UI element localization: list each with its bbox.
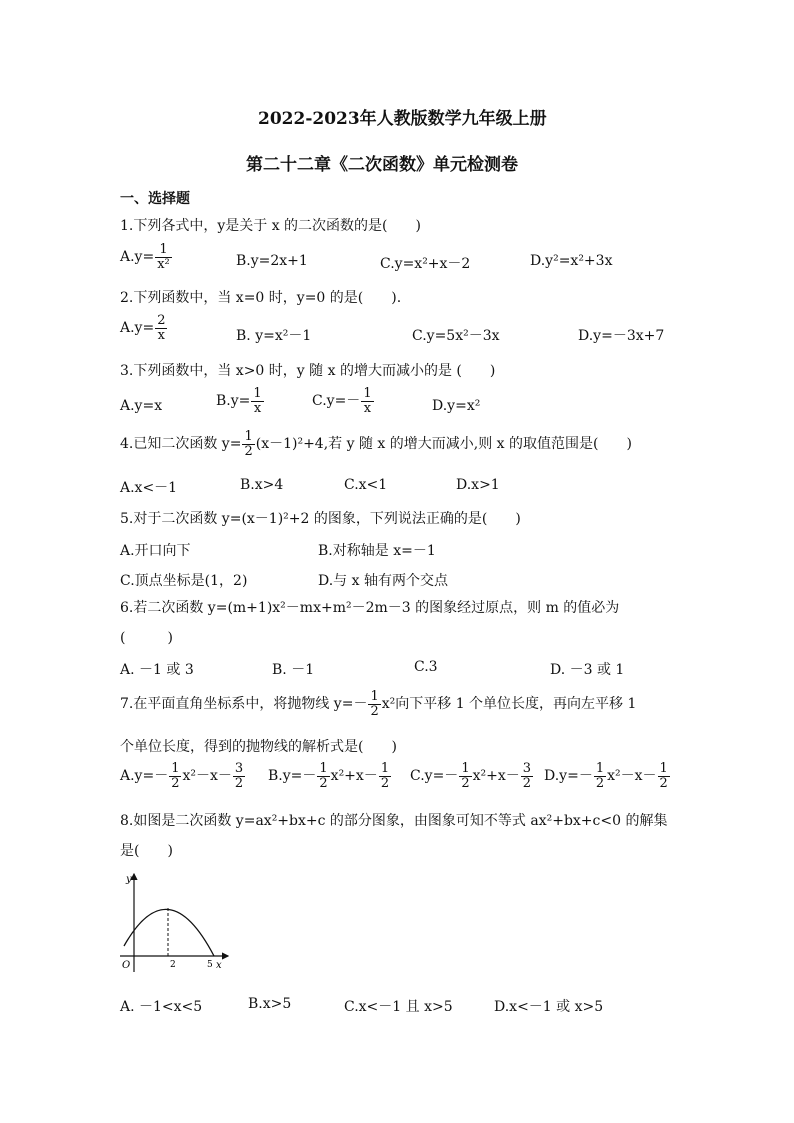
q7-c-const-numerator: 3 <box>522 761 532 776</box>
q7-option-c <box>410 762 534 790</box>
q7-stem <box>120 690 636 718</box>
q6-option-c: C.3 <box>414 659 438 675</box>
q2-option-d: D.y=－3x+7 <box>578 328 665 344</box>
q2-a-numerator: 2 <box>157 313 166 328</box>
q2-option-a <box>120 314 168 342</box>
q8-stem-cont: 是( ) <box>120 843 173 859</box>
q8-x-label: x <box>216 960 222 971</box>
q7-b-prefix: B.y=－ <box>268 768 317 785</box>
q2-a-denominator: x <box>157 327 166 343</box>
q7-stem-numerator: 1 <box>370 689 379 704</box>
q3-option-b <box>216 387 265 415</box>
q7-a-const-numerator: 3 <box>234 761 244 776</box>
q7-c-numerator: 1 <box>461 761 470 776</box>
q7-b-middle: x²+x－ <box>330 768 378 785</box>
q1-option-c: C.y=x²+x－2 <box>380 256 471 272</box>
q7-a-numerator: 1 <box>171 761 180 776</box>
q4-stem <box>120 430 632 458</box>
q7-option-b <box>268 762 392 790</box>
q3-b-denominator: x <box>253 400 262 416</box>
q3-option-a: A.y=x <box>120 398 163 414</box>
q1-a-denominator: x² <box>157 256 170 272</box>
q3-c-numerator: 1 <box>363 386 372 401</box>
q5-option-a: A.开口向下 <box>120 543 191 559</box>
q4-option-a: A.x<－1 <box>120 480 178 496</box>
q7-d-numerator: 1 <box>595 761 605 776</box>
q3-b-numerator: 1 <box>253 386 262 401</box>
q4-stem-denominator: 2 <box>244 443 253 459</box>
q7-b-const-denominator: 2 <box>380 775 390 791</box>
q8-tick-2: 2 <box>170 960 176 970</box>
q8-tick-5: 5 <box>207 960 213 970</box>
q8-parabola-graph <box>112 868 242 978</box>
q8-option-b: B.x>5 <box>248 996 292 1012</box>
q6-stem: 6.若二次函数 y=(m+1)x²－mx+m²－2m－3 的图象经过原点，则 m 的值必为 <box>120 600 620 616</box>
q4-stem-numerator: 1 <box>244 429 253 444</box>
q1-a-prefix: A.y= <box>120 249 155 266</box>
q7-stem-denominator: 2 <box>370 703 379 719</box>
q1-stem: 1.下列各式中，y是关于 x 的二次函数的是( ) <box>120 218 421 234</box>
q7-d-middle: x²－x－ <box>607 768 657 785</box>
q7-stem-suffix: x²向下平移 1 个单位长度，再向左平移 1 <box>381 696 637 713</box>
chapter-title: 第二十二章《二次函数》单元检测卷 <box>246 155 518 175</box>
q8-option-d: D.x<－1 或 x>5 <box>494 999 604 1015</box>
q7-a-const-denominator: 2 <box>234 775 244 791</box>
q8-y-label: y <box>126 874 132 885</box>
q2-option-b: B. y=x²－1 <box>236 328 312 344</box>
q7-a-prefix: A.y=－ <box>120 768 169 785</box>
section-heading: 一、选择题 <box>120 191 190 207</box>
q7-b-numerator: 1 <box>319 761 328 776</box>
q5-stem: 5.对于二次函数 y=(x－1)²+2 的图象，下列说法正确的是( ) <box>120 511 521 527</box>
q7-b-const-numerator: 1 <box>380 761 390 776</box>
q7-stem-cont: 个单位长度，得到的抛物线的解析式是( ) <box>120 739 397 755</box>
q8-origin-label: O <box>122 960 131 971</box>
q3-b-prefix: B.y= <box>216 393 251 410</box>
q4-option-c: C.x<1 <box>344 477 388 493</box>
q7-b-denominator: 2 <box>319 775 328 791</box>
q1-option-d: D.y²=x²+3x <box>530 253 613 269</box>
q7-option-a <box>120 762 246 790</box>
q3-option-c <box>312 387 375 415</box>
q3-c-denominator: x <box>363 400 372 416</box>
q7-c-denominator: 2 <box>461 775 470 791</box>
q1-a-numerator: 1 <box>155 243 172 258</box>
q6-option-b: B. －1 <box>272 662 315 678</box>
q7-option-d <box>544 762 671 790</box>
q7-d-denominator: 2 <box>595 775 605 791</box>
q1-option-b: B.y=2x+1 <box>236 253 308 269</box>
q2-a-prefix: A.y= <box>120 320 155 337</box>
q3-stem: 3.下列函数中，当 x>0 时，y 随 x 的增大而减小的是 ( ) <box>120 363 496 379</box>
q6-option-a: A. －1 或 3 <box>120 662 194 678</box>
q4-stem-suffix: (x－1)²+4,若 y 随 x 的增大而减小,则 x 的取值范围是( ) <box>255 436 632 453</box>
page-title: 2022-2023年人教版数学九年级上册 <box>258 109 547 129</box>
q7-c-const-denominator: 2 <box>522 775 532 791</box>
q8-option-c: C.x<－1 且 x>5 <box>344 999 453 1015</box>
q3-option-d: D.y=x² <box>432 398 481 414</box>
q6-stem-cont: ( ) <box>120 630 173 646</box>
q4-option-b: B.x>4 <box>240 477 284 493</box>
q6-option-d: D. －3 或 1 <box>550 662 625 678</box>
q8-option-a: A. －1<x<5 <box>120 999 203 1015</box>
q7-a-denominator: 2 <box>171 775 180 791</box>
q3-c-prefix: C.y=－ <box>312 393 361 410</box>
q8-stem: 8.如图是二次函数 y=ax²+bx+c 的部分图象，由图象可知不等式 ax²+bx+c<0 的解集 <box>120 813 668 829</box>
q7-c-prefix: C.y=－ <box>410 768 459 785</box>
q7-stem-prefix: 7.在平面直角坐标系中，将抛物线 y=－ <box>120 696 368 713</box>
q7-d-prefix: D.y=－ <box>544 768 593 785</box>
q7-c-middle: x²+x－ <box>472 768 520 785</box>
q5-option-c: C.顶点坐标是(1，2) <box>120 573 248 589</box>
q4-option-d: D.x>1 <box>456 477 500 493</box>
q1-option-a <box>120 243 173 271</box>
q2-option-c: C.y=5x²－3x <box>412 328 500 344</box>
q5-option-d: D.与 x 轴有两个交点 <box>318 573 448 589</box>
q4-stem-prefix: 4.已知二次函数 y= <box>120 436 242 453</box>
q8-parabola-curve <box>124 909 214 956</box>
q2-stem: 2.下列函数中，当 x=0 时，y=0 的是( ). <box>120 290 402 306</box>
q7-a-middle: x²－x－ <box>182 768 232 785</box>
q7-d-const-denominator: 2 <box>659 775 668 791</box>
q7-d-const-numerator: 1 <box>659 761 668 776</box>
q5-option-b: B.对称轴是 x=－1 <box>318 543 436 559</box>
